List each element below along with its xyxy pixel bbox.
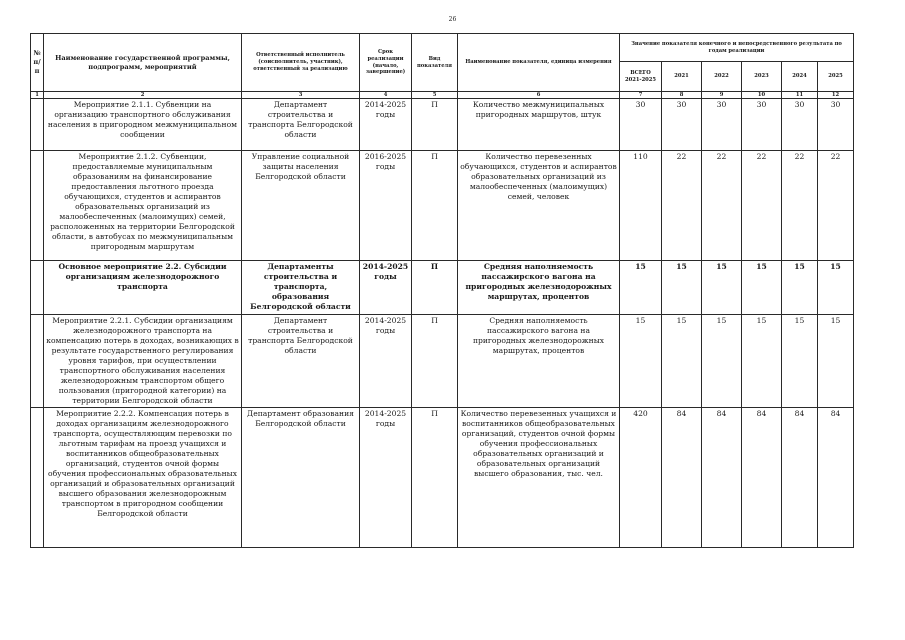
- row-year-value: 22: [818, 151, 854, 261]
- row-responsible: Департамент образования Белгородской области: [242, 408, 360, 548]
- column-number: 12: [818, 92, 854, 99]
- table-row: [31, 151, 854, 261]
- row-year-value: 15: [782, 261, 818, 315]
- row-year-value: 84: [662, 408, 702, 548]
- column-number-row: [31, 92, 854, 99]
- row-name: Мероприятие 2.2.1. Субсидии организациям железнодорожного транспорта на компенсацию потерь в доходах, возникающих в результате государственного регулирования уровня тарифов, при осуществлении транспортного обслуживания населения железнодорожным транспортом общего пользования (пригородной категории) на территории Белгородской области: [44, 315, 242, 408]
- row-type: П: [412, 99, 458, 151]
- column-number: 6: [458, 92, 620, 99]
- row-year-value: 15: [818, 261, 854, 315]
- row-num: [31, 151, 44, 261]
- page-number: 26: [448, 16, 457, 23]
- header-responsible: Ответственный исполнитель (соисполнитель, участник), ответственный за реализацию: [242, 34, 360, 92]
- column-number: 9: [702, 92, 742, 99]
- row-year-value: 15: [662, 315, 702, 408]
- row-year-value: 15: [742, 315, 782, 408]
- row-year-value: 30: [782, 99, 818, 151]
- row-period: 2014-2025 годы: [360, 408, 412, 548]
- row-year-value: 84: [782, 408, 818, 548]
- column-number: 8: [662, 92, 702, 99]
- row-total-value: 15: [620, 261, 662, 315]
- row-responsible: Департамент строительства и транспорта Белгородской области: [242, 315, 360, 408]
- column-number: 2: [44, 92, 242, 99]
- header-year: 2024: [782, 62, 818, 92]
- header-type: Вид показателя: [412, 34, 458, 92]
- row-total-value: 15: [620, 315, 662, 408]
- row-year-value: 15: [782, 315, 818, 408]
- row-type: П: [412, 151, 458, 261]
- table-row: [31, 408, 854, 548]
- header-values: Значение показателя конечного и непосредственного результата по годам реализации: [620, 34, 854, 62]
- row-name: Мероприятие 2.1.2. Субвенции, предоставляемые муниципальным образованиям на финансирование предоставления льготного проезда обучающихся, студентов и аспирантов образовательных организаций из малообеспеченных (малоимущих) семей, расположенных на территории Белгородской области, в автобусах по межмуниципальным пригородным маршрутам: [44, 151, 242, 261]
- column-number: 5: [412, 92, 458, 99]
- row-name: Мероприятие 2.2.2. Компенсация потерь в доходах организациям железнодорожного транспорта, осуществляющим перевозки по льготным тарифам на проезд учащихся и воспитанников общеобразовательных организаций, студентов очной формы обучения профессиональных образовательных организаций и образовательных организаций высшего образования железнодорожным транспортом в пригородном сообщении Белгородской области: [44, 408, 242, 548]
- row-num: [31, 99, 44, 151]
- row-total-value: 420: [620, 408, 662, 548]
- row-name: Основное мероприятие 2.2. Субсидии организациям железнодорожного транспорта: [44, 261, 242, 315]
- row-indicator: Количество перевезенных обучающихся, студентов и аспирантов образовательных организаций из малообеспеченных (малоимущих) семей, человек: [458, 151, 620, 261]
- row-name: Мероприятие 2.1.1. Субвенции на организацию транспортного обслуживания населения в пригородном межмуниципальном сообщении: [44, 99, 242, 151]
- row-period: 2014-2025 годы: [360, 315, 412, 408]
- row-period: 2014-2025 годы: [360, 99, 412, 151]
- row-indicator: Средняя наполняемость пассажирского вагона на пригородных железнодорожных маршрутах, процентов: [458, 315, 620, 408]
- row-year-value: 84: [742, 408, 782, 548]
- column-number: 4: [360, 92, 412, 99]
- row-year-value: 30: [818, 99, 854, 151]
- row-year-value: 15: [818, 315, 854, 408]
- row-responsible: Управление социальной защиты населения Белгородской области: [242, 151, 360, 261]
- table-row: [31, 315, 854, 408]
- row-period: 2016-2025 годы: [360, 151, 412, 261]
- row-year-value: 30: [662, 99, 702, 151]
- row-year-value: 15: [662, 261, 702, 315]
- row-year-value: 15: [702, 261, 742, 315]
- header-indicator: Наименование показателя, единица измерения: [458, 34, 620, 92]
- table-row: [31, 99, 854, 151]
- row-year-value: 30: [702, 99, 742, 151]
- header-year: 2023: [742, 62, 782, 92]
- row-year-value: 30: [742, 99, 782, 151]
- column-number: 1: [31, 92, 44, 99]
- row-period: 2014-2025 годы: [360, 261, 412, 315]
- row-year-value: 22: [662, 151, 702, 261]
- row-responsible: Департаменты строительства и транспорта, образования Белгородской области: [242, 261, 360, 315]
- header-name: Наименование государственной программы, подпрограмм, мероприятий: [44, 34, 242, 92]
- header-year: 2021: [662, 62, 702, 92]
- header-total: ВСЕГО 2021-2025: [620, 62, 662, 92]
- row-responsible: Департамент строительства и транспорта Белгородской области: [242, 99, 360, 151]
- indicator-table: [30, 33, 854, 548]
- row-year-value: 15: [742, 261, 782, 315]
- row-type: П: [412, 408, 458, 548]
- header-year: 2022: [702, 62, 742, 92]
- header-year: 2025: [818, 62, 854, 92]
- row-indicator: Средняя наполняемость пассажирского вагона на пригородных железнодорожных маршрутах, процентов: [458, 261, 620, 315]
- row-num: [31, 408, 44, 548]
- row-total-value: 110: [620, 151, 662, 261]
- table-row: [31, 261, 854, 315]
- row-year-value: 84: [818, 408, 854, 548]
- row-num: [31, 261, 44, 315]
- row-year-value: 22: [782, 151, 818, 261]
- header-num: № п/п: [31, 34, 44, 92]
- column-number: 7: [620, 92, 662, 99]
- row-year-value: 22: [702, 151, 742, 261]
- row-indicator: Количество перевезенных учащихся и воспитанников общеобразовательных организаций, студентов очной формы обучения профессиональных образовательных организаций и образовательных организаций высшего образования, тыс. чел.: [458, 408, 620, 548]
- header-period: Срок реализации (начало, завершение): [360, 34, 412, 92]
- row-type: П: [412, 261, 458, 315]
- row-year-value: 84: [702, 408, 742, 548]
- row-num: [31, 315, 44, 408]
- column-number: 3: [242, 92, 360, 99]
- row-total-value: 30: [620, 99, 662, 151]
- row-year-value: 15: [702, 315, 742, 408]
- row-year-value: 22: [742, 151, 782, 261]
- column-number: 11: [782, 92, 818, 99]
- row-indicator: Количество межмуниципальных пригородных маршрутов, штук: [458, 99, 620, 151]
- column-number: 10: [742, 92, 782, 99]
- row-type: П: [412, 315, 458, 408]
